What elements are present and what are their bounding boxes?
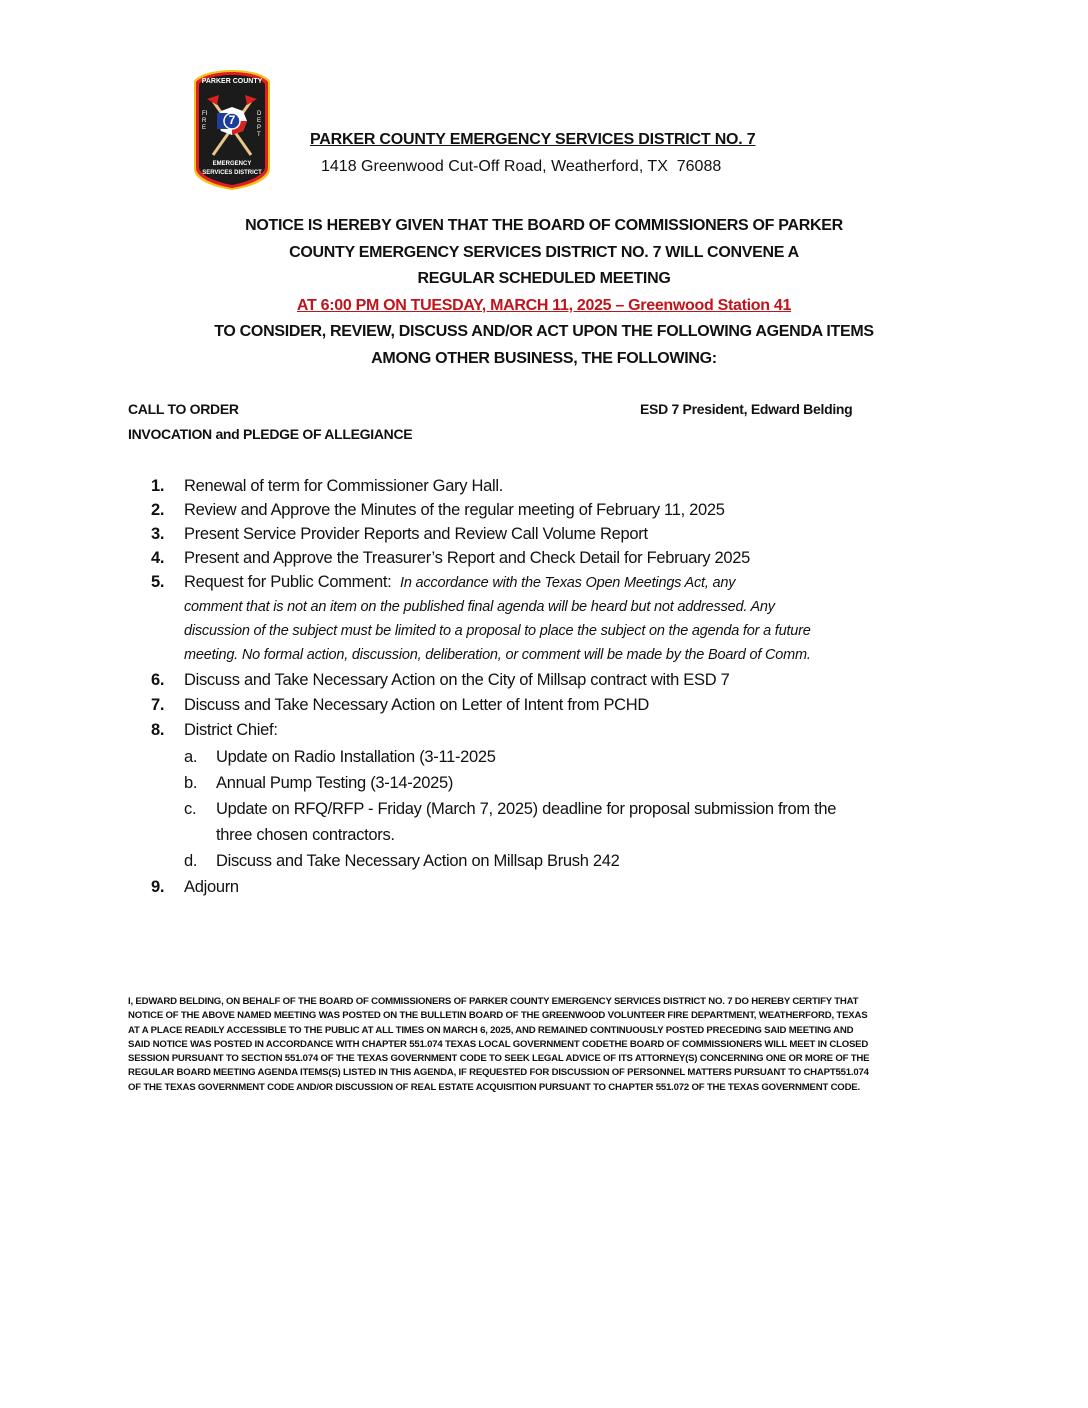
certification-line: REGULAR BOARD MEETING AGENDA ITEMS(S) LISTED IN THIS AGENDA, IF REQUESTED FOR DISCUSSION OF PERSONNEL MATTERS PURSUANT TO CHAPT551.074 — [128, 1067, 869, 1079]
certification-line: NOTICE OF THE ABOVE NAMED MEETING WAS POSTED ON THE BULLETIN BOARD OF THE GREENWOOD VOLUNTEER FIRE DEPARTMENT, WEATHERFORD, TEXAS — [128, 1010, 868, 1022]
agenda-item-text: Adjourn — [184, 878, 239, 896]
badge-bottom-text-1: EMERGENCY — [212, 161, 252, 167]
public-comment-note: comment that is not an item on the published final agenda will be heard but not addressed. Any — [184, 599, 775, 615]
presider: ESD 7 President, Edward Belding — [640, 401, 853, 417]
notice-line: COUNTY EMERGENCY SERVICES DISTRICT NO. 7 WILL CONVENE A — [289, 243, 799, 261]
subitem-text: Update on Radio Installation (3-11-2025 — [216, 748, 496, 766]
org-title: PARKER COUNTY EMERGENCY SERVICES DISTRICT NO. 7 — [310, 131, 756, 148]
public-comment-note: In accordance with the Texas Open Meetings Act, any — [400, 575, 736, 591]
agenda-item-text: Review and Approve the Minutes of the regular meeting of February 11, 2025 — [184, 501, 725, 519]
agenda-item-text: Discuss and Take Necessary Action on Letter of Intent from PCHD — [184, 696, 650, 714]
badge-right-text: DEPT — [257, 111, 262, 138]
subitem-letter: d. — [184, 852, 198, 870]
subitem-letter: c. — [184, 800, 197, 818]
meeting-notice — [120, 213, 968, 372]
agenda-item-text: Present Service Provider Reports and Review Call Volume Report — [184, 525, 648, 543]
certification-line: I, EDWARD BELDING, ON BEHALF OF THE BOARD OF COMMISSIONERS OF PARKER COUNTY EMERGENCY SERVICES DISTRICT NO. 7 DO HEREBY CERTIFY THAT — [128, 996, 859, 1007]
subitem-letter: a. — [184, 748, 198, 766]
meeting-time: AT 6:00 PM ON TUESDAY, MARCH 11, 2025 – Greenwood Station 41 — [296, 296, 792, 314]
certification-line: SAID NOTICE WAS POSTED IN ACCORDANCE WITH CHAPTER 551.074 TEXAS LOCAL GOVERNMENT CODETHE BOARD OF COMMISSIONERS WILL MEET IN CLOSED — [128, 1038, 869, 1050]
subitem-text: Discuss and Take Necessary Action on Millsap Brush 242 — [216, 852, 620, 870]
agenda-item-number: 4. — [151, 549, 165, 567]
agenda-item-number: 6. — [151, 671, 165, 689]
fire-department-badge-icon — [193, 69, 271, 191]
certification-line: OF THE TEXAS GOVERNMENT CODE AND/OR DISCUSSION OF REAL ESTATE ACQUISITION PURSUANT TO CHAPTER 551.072 OF THE TEXAS GOVERNMENT CODE. — [128, 1081, 860, 1093]
agenda-item-number: 9. — [151, 878, 165, 896]
agenda-item-number: 3. — [151, 525, 165, 543]
agenda-item-number: 2. — [151, 501, 165, 519]
agenda-item-number: 8. — [151, 721, 165, 739]
notice-line: AMONG OTHER BUSINESS, THE FOLLOWING: — [371, 349, 717, 367]
call-to-order-row — [128, 401, 888, 417]
agenda-item-text: Present and Approve the Treasurer’s Report and Check Detail for February 2025 — [184, 549, 751, 567]
badge-top-text: PARKER COUNTY — [201, 78, 263, 85]
agenda-item-number: 7. — [151, 696, 165, 714]
invocation: INVOCATION and PLEDGE OF ALLEGIANCE — [128, 426, 413, 442]
subitem-text: Annual Pump Testing (3-14-2025) — [216, 774, 454, 792]
certification-line: AT A PLACE READILY ACCESSIBLE TO THE PUBLIC AT ALL TIMES ON MARCH 6, 2025, AND REMAINED CONTINUOUSLY POSTED PRECEDING SAID MEETING AND — [128, 1024, 854, 1036]
subitem-letter: b. — [184, 774, 198, 792]
agenda-item-number: 1. — [151, 477, 165, 495]
badge-number: 7 — [228, 113, 236, 127]
notice-line: NOTICE IS HEREBY GIVEN THAT THE BOARD OF COMMISSIONERS OF PARKER — [245, 217, 843, 234]
badge-left-text: FIRE — [202, 111, 208, 131]
public-comment-note: discussion of the subject must be limited to a proposal to place the subject on the agenda for a future — [184, 623, 811, 639]
public-comment-label: Request for Public Comment: — [184, 573, 392, 591]
subitem-text: Update on RFQ/RFP - Friday (March 7, 2025) deadline for proposal submission from the — [216, 800, 837, 818]
badge-bottom-text-2: SERVICES DISTRICT — [202, 170, 262, 176]
certification-line: SESSION PURSUANT TO SECTION 551.074 OF THE TEXAS GOVERNMENT CODE TO SEEK LEGAL ADVICE OF ITS ATTORNEY(S) CONCERNING ONE OR MORE OF THE — [128, 1053, 870, 1065]
public-comment-note: meeting. No formal action, discussion, deliberation, or comment will be made by the Board of Comm. — [184, 647, 811, 663]
notice-line: TO CONSIDER, REVIEW, DISCUSS AND/OR ACT UPON THE FOLLOWING AGENDA ITEMS — [214, 323, 874, 340]
agenda-item-number: 5. — [151, 573, 165, 591]
agenda-item-text: Renewal of term for Commissioner Gary Hall. — [184, 477, 504, 495]
call-to-order: CALL TO ORDER — [128, 401, 239, 417]
agenda-item-text: District Chief: — [184, 721, 278, 739]
notice-line: REGULAR SCHEDULED MEETING — [417, 270, 671, 287]
certification-statement — [128, 995, 968, 1095]
org-address: 1418 Greenwood Cut-Off Road, Weatherford, TX 76088 — [321, 158, 722, 175]
agenda-item-text — [184, 570, 735, 595]
subitem-text: three chosen contractors. — [216, 826, 395, 844]
agenda-item-text: Discuss and Take Necessary Action on the City of Millsap contract with ESD 7 — [184, 671, 730, 689]
